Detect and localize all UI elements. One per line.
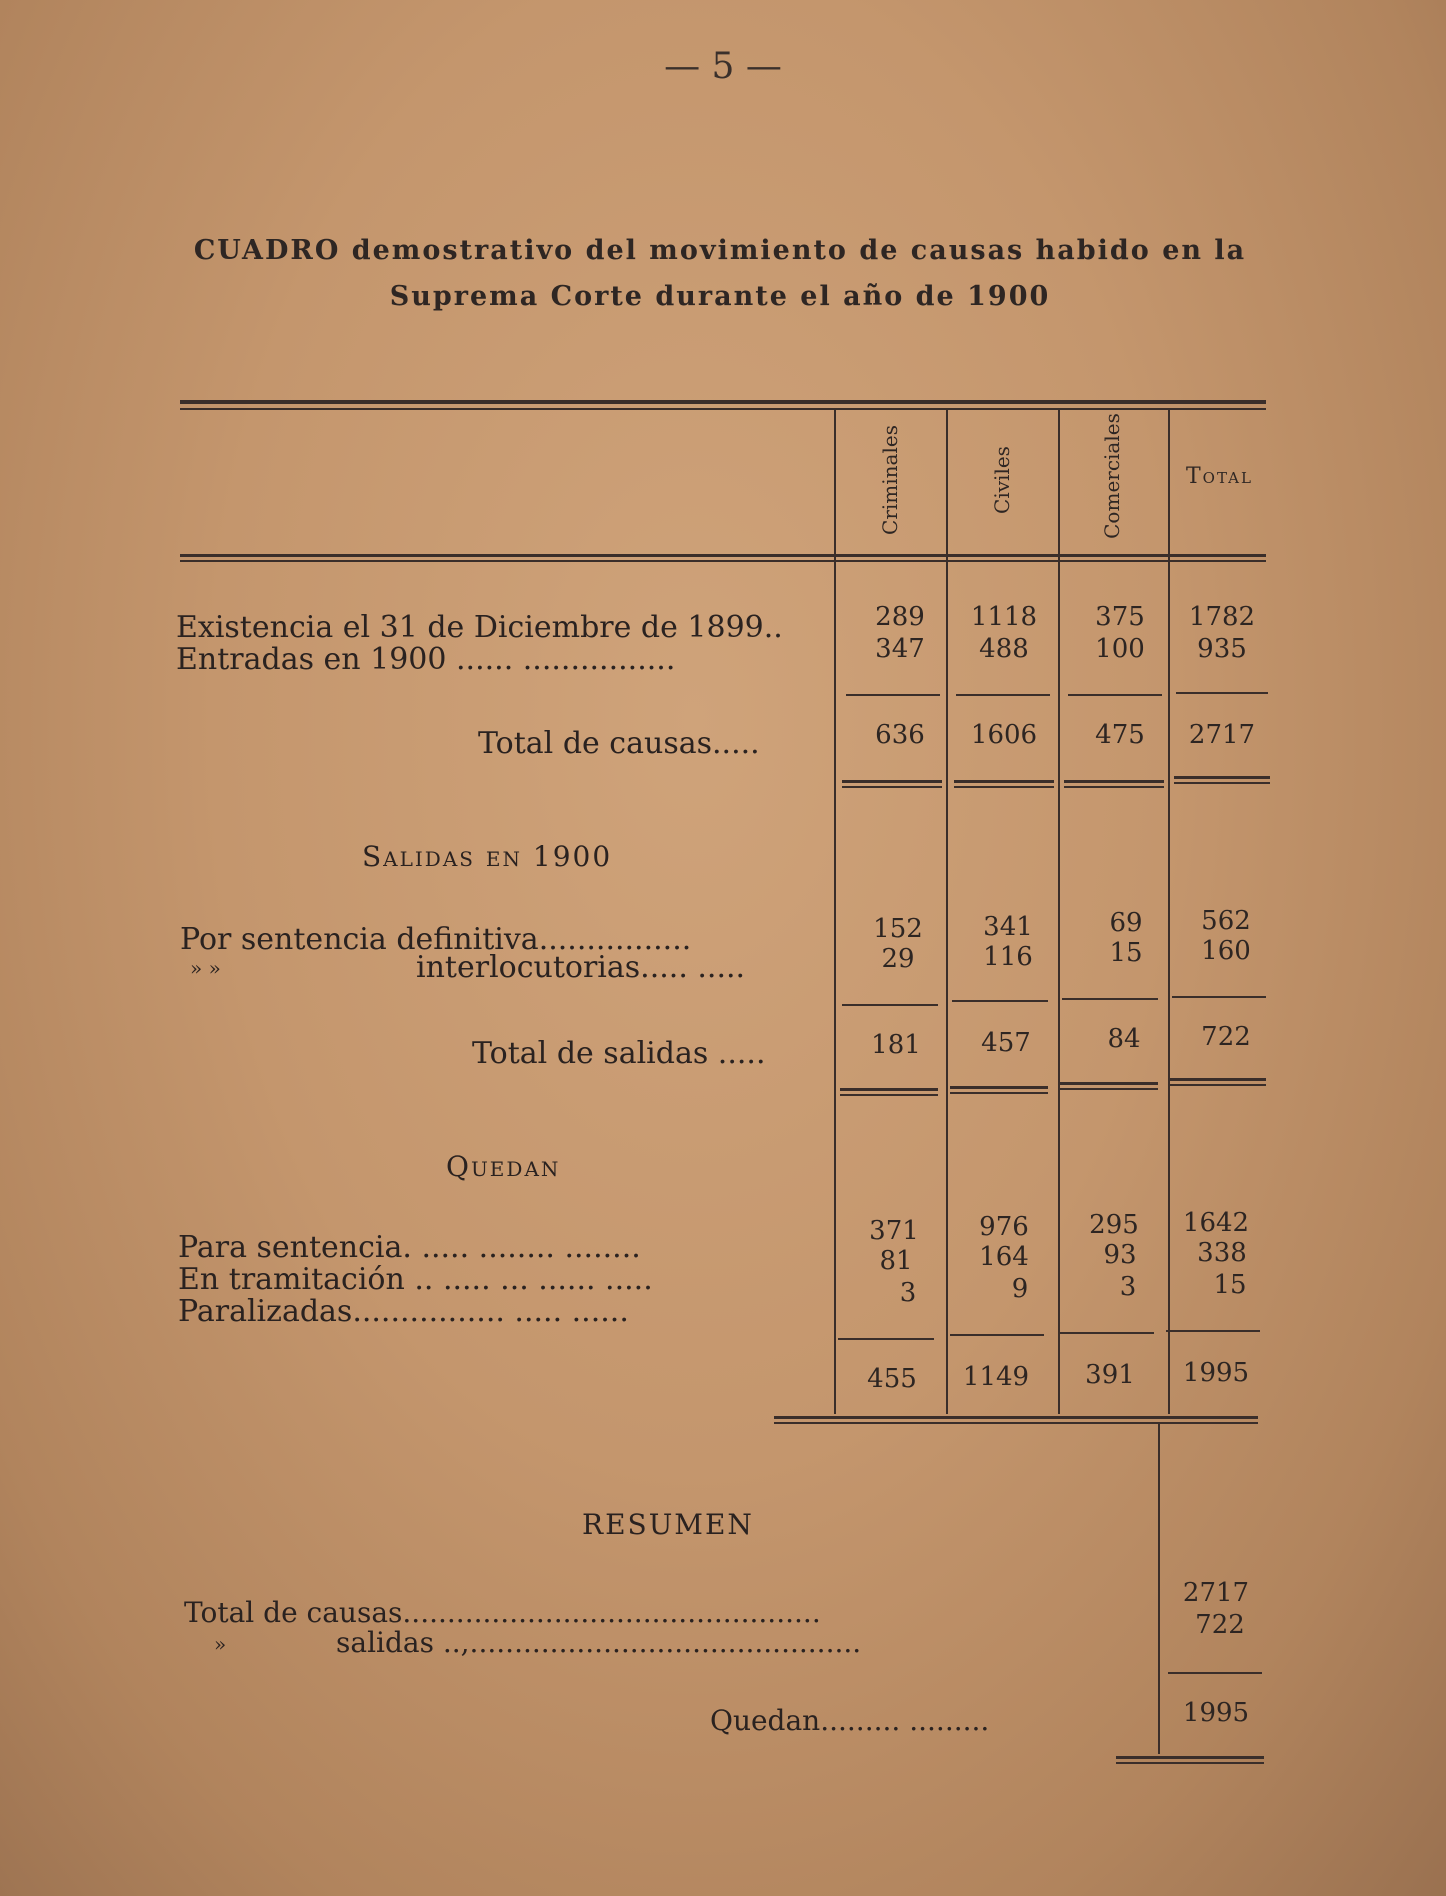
cell-entradas-total: 935 [1197,634,1247,664]
cell-en-tramitacion-total: 338 [1197,1238,1247,1268]
sum-rule-quedan-2 [950,1334,1044,1336]
total-causas-civiles: 1606 [970,720,1038,750]
cell-existencia-civiles: 1118 [970,602,1038,632]
total-causas-label: Total de causas..... [478,726,760,761]
section-heading-quedan: Quedan [446,1150,561,1183]
col-divider-1 [834,408,836,1414]
sum-rule-salidas-1 [842,1004,938,1006]
resumen-value-quedan: 1995 [1182,1698,1250,1728]
page-number: — 5 — [664,46,782,87]
sum-rule-quedan-3 [1058,1332,1154,1334]
cell-para-sentencia-total: 1642 [1182,1208,1250,1238]
cell-definitiva-criminales: 152 [873,914,923,944]
column-header-civiles: Civiles [990,446,1014,514]
cell-en-tramitacion-civiles: 164 [979,1242,1029,1272]
double-rule-3 [1064,780,1164,783]
cell-entradas-civiles: 488 [979,634,1029,664]
double-rule-salidas-3 [1060,1082,1158,1085]
row-label-paralizadas: Paralizadas................ ..... ...... [178,1294,629,1329]
col-divider-3 [1058,408,1060,1414]
total-salidas-civiles: 457 [981,1028,1031,1058]
cell-existencia-total: 1782 [1188,602,1256,632]
total-quedan-comerciales: 391 [1085,1360,1135,1390]
total-salidas-total: 722 [1201,1022,1251,1052]
resumen-label-total-causas: Total de causas............................................... [184,1596,821,1629]
sum-rule-salidas-3 [1062,998,1158,1000]
resumen-value-total-causas: 2717 [1182,1578,1250,1608]
cell-entradas-comerciales: 100 [1095,634,1145,664]
top-rule-thin [180,408,1266,410]
double-rule-salidas-3b [1060,1088,1158,1090]
cell-para-sentencia-civiles: 976 [979,1212,1029,1242]
cell-interlocutorias-total: 160 [1201,936,1251,966]
total-causas-comerciales: 475 [1095,720,1145,750]
row-label-sentencia-definitiva: Por sentencia definitiva................ [180,922,692,957]
cell-definitiva-comerciales: 69 [1109,908,1143,938]
sum-rule-1 [846,694,940,696]
sum-rule-salidas-2 [952,1000,1048,1002]
double-rule-3b [1064,786,1164,788]
total-causas-criminales: 636 [875,720,925,750]
sum-rule-quedan-1 [838,1338,934,1340]
double-rule-4b [1174,782,1270,784]
double-rule-salidas-2b [950,1092,1048,1094]
total-quedan-civiles: 1149 [962,1362,1030,1392]
resumen-label-salidas: salidas ..,............................................ [336,1626,862,1659]
column-header-total: Total [1186,464,1253,489]
column-header-comerciales: Comerciales [1100,413,1124,539]
cell-existencia-criminales: 289 [875,602,925,632]
section-heading-resumen: RESUMEN [582,1508,754,1541]
double-rule-2b [954,786,1054,788]
cell-paralizadas-criminales: 3 [899,1278,917,1308]
double-rule-salidas-1b [840,1094,938,1096]
cell-paralizadas-comerciales: 3 [1119,1272,1137,1302]
cell-definitiva-civiles: 341 [983,912,1033,942]
total-salidas-label: Total de salidas ..... [472,1036,766,1071]
sum-rule-3 [1068,694,1162,696]
title-line-2: Suprema Corte durante el año de 1900 [389,281,1051,312]
resumen-sum-rule [1168,1672,1262,1674]
row-label-existencia: Existencia el 31 de Diciembre de 1899.. [176,610,783,645]
sum-rule-4 [1176,692,1268,694]
cell-interlocutorias-criminales: 29 [881,944,915,974]
cell-interlocutorias-civiles: 116 [983,942,1033,972]
double-rule-salidas-2 [950,1086,1048,1089]
col-divider-2 [946,408,948,1414]
title-line-1: CUADRO demostrativo del movimiento de causas habido en la [193,235,1247,266]
total-causas-total: 2717 [1188,720,1256,750]
row-label-en-tramitacion: En tramitación .. ..... ... ...... ..... [178,1262,653,1297]
double-rule-salidas-4 [1170,1078,1266,1081]
resumen-divider [1158,1424,1160,1754]
header-rule [180,554,1266,557]
cell-existencia-comerciales: 375 [1095,602,1145,632]
top-rule [180,400,1266,404]
row-label-para-sentencia: Para sentencia. ..... ........ ........ [178,1230,641,1265]
sum-rule-2 [956,694,1050,696]
column-header-criminales: Criminales [878,425,902,535]
cell-en-tramitacion-criminales: 81 [879,1246,913,1276]
double-rule-salidas-1 [840,1088,938,1091]
sum-rule-salidas-4 [1172,996,1266,998]
double-rule-1b [842,786,942,788]
cell-interlocutorias-comerciales: 15 [1109,938,1143,968]
closing-rule-thin [774,1422,1258,1424]
cell-para-sentencia-comerciales: 295 [1089,1210,1139,1240]
cell-para-sentencia-criminales: 371 [869,1216,919,1246]
cell-definitiva-total: 562 [1201,906,1251,936]
row-ditto-interlocutorias: » » [190,956,221,980]
cell-paralizadas-civiles: 9 [1011,1274,1029,1304]
header-rule-thin [180,560,1266,562]
double-rule-salidas-4b [1170,1084,1266,1086]
double-rule-1 [842,780,942,783]
sum-rule-quedan-4 [1166,1330,1260,1332]
cell-entradas-criminales: 347 [875,634,925,664]
double-rule-4 [1174,776,1270,779]
section-heading-salidas: Salidas en 1900 [362,840,613,873]
resumen-double-rule-thin [1116,1762,1264,1764]
cell-paralizadas-total: 15 [1213,1270,1247,1300]
closing-rule [774,1416,1258,1419]
resumen-value-salidas: 722 [1195,1610,1245,1640]
double-rule-2 [954,780,1054,783]
table-title [150,228,1290,320]
total-quedan-total: 1995 [1182,1358,1250,1388]
total-quedan-criminales: 455 [867,1364,917,1394]
total-salidas-comerciales: 84 [1107,1024,1141,1054]
row-label-entradas: Entradas en 1900 ...... ................ [176,642,676,677]
total-salidas-criminales: 181 [871,1030,921,1060]
resumen-double-rule [1116,1756,1264,1759]
cell-en-tramitacion-comerciales: 93 [1103,1240,1137,1270]
resumen-ditto-salidas: » [214,1632,227,1656]
row-label-interlocutorias: interlocutorias..... ..... [416,950,746,985]
resumen-label-quedan: Quedan......... ......... [710,1704,990,1737]
